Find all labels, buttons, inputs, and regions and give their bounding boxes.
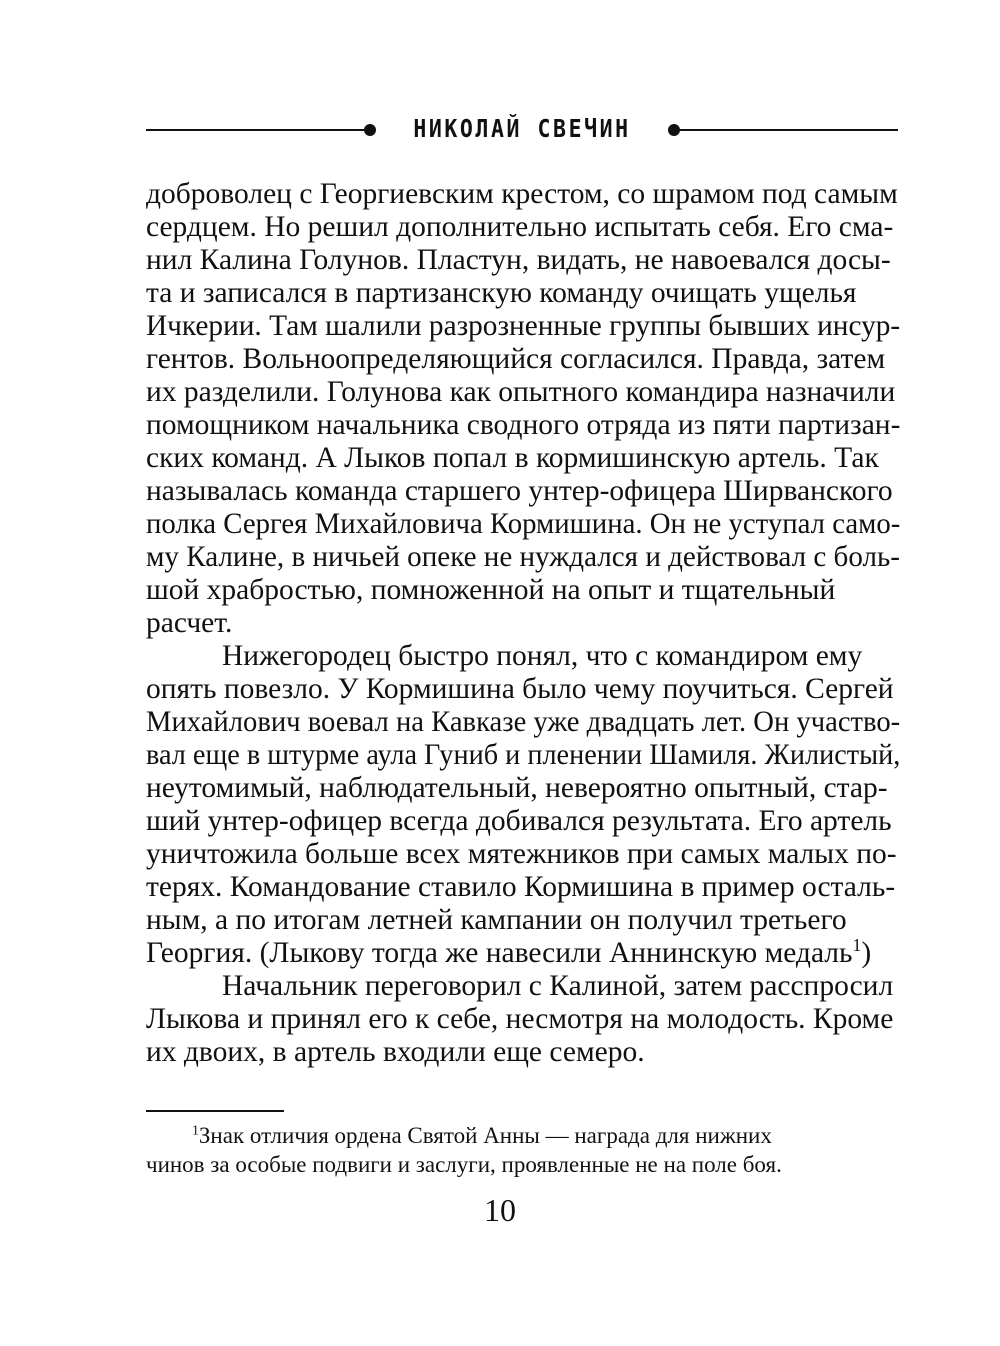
text-line: терях. Командование ставило Кормишина в пример осталь- xyxy=(146,871,896,903)
text-line: уничтожила больше всех мятежников при самых малых по- xyxy=(146,838,897,870)
text-line: ских команд. А Лыков попал в кормишинскую артель. Так xyxy=(146,442,879,474)
text-line: та и записался в партизанскую команду очищать ущелья xyxy=(146,277,857,309)
footnote xyxy=(146,1121,900,1179)
text-line: нил Калина Голунов. Пластун, видать, не навоевался досы- xyxy=(146,244,891,276)
text-line-with-footnote xyxy=(146,937,900,970)
body-text xyxy=(146,178,900,1069)
text-line: Михайлович воевал на Кавказе уже двадцать лет. Он участво- xyxy=(146,706,900,738)
text-line: ным, а по итогам летней кампании он получил третьего xyxy=(146,904,847,936)
text-line: их разделили. Голунова как опытного командира назначили xyxy=(146,376,896,408)
page-number: 10 xyxy=(484,1192,516,1228)
text-line: вал еще в штурме аула Гуниб и пленении Шамиля. Жилистый, xyxy=(146,739,900,771)
text-line: гентов. Вольноопределяющийся согласился. Правда, затем xyxy=(146,343,886,375)
text-line: их двоих, в артель входили еще семеро. xyxy=(146,1036,645,1068)
text-line: опять повезло. У Кормишина было чему поучиться. Сергей xyxy=(146,673,894,705)
text-line: доброволец с Георгиевским крестом, со шрамом под самым xyxy=(146,178,898,210)
footnote-line: чинов за особые подвиги и заслуги, проявленные не на поле боя. xyxy=(146,1152,782,1177)
text-line: Начальник переговорил с Калиной, затем расспросил xyxy=(222,970,894,1002)
text-line: помощником начальника сводного отряда из пяти партизан- xyxy=(146,409,900,441)
header-bullet-left xyxy=(364,124,376,136)
text-line: Георгия. (Лыкову тогда же навесили Аннинскую медаль xyxy=(146,937,853,969)
running-title: НИКОЛАЙ СВЕЧИН xyxy=(413,114,631,143)
footnote-text: Знак отличия ордена Святой Анны — награда для нижних xyxy=(198,1123,772,1148)
closing-paren: ) xyxy=(861,937,872,969)
footnote-separator xyxy=(146,1110,284,1112)
text-line: му Калине, в ничьей опеке не нуждался и действовал с боль- xyxy=(146,541,900,573)
text-line: называлась команда старшего унтер-офицера Ширванского xyxy=(146,475,893,507)
text-line: полка Сергея Михайловича Кормишина. Он не уступал само- xyxy=(146,508,900,540)
header-rule-right xyxy=(676,129,898,131)
header-rule-left xyxy=(146,129,366,131)
running-header xyxy=(146,110,898,150)
footnote-reference[interactable]: 1 xyxy=(852,937,862,956)
text-line: расчет. xyxy=(146,607,233,639)
footnote-line xyxy=(146,1121,900,1150)
text-line: сердцем. Но решил дополнительно испытать себя. Его сма- xyxy=(146,211,894,243)
text-line: шой храбростью, помноженной на опыт и тщательный xyxy=(146,574,836,606)
text-line: неутомимый, наблюдательный, невероятно опытный, стар- xyxy=(146,772,888,804)
text-line: Нижегородец быстро понял, что с командиром ему xyxy=(222,640,863,672)
text-line: Лыкова и принял его к себе, несмотря на молодость. Кроме xyxy=(146,1003,894,1035)
text-line: Ичкерии. Там шалили разрозненные группы бывших инсур- xyxy=(146,310,900,342)
text-line: ший унтер-офицер всегда добивался результата. Его артель xyxy=(146,805,892,837)
footnote-marker: 1 xyxy=(192,1122,199,1138)
